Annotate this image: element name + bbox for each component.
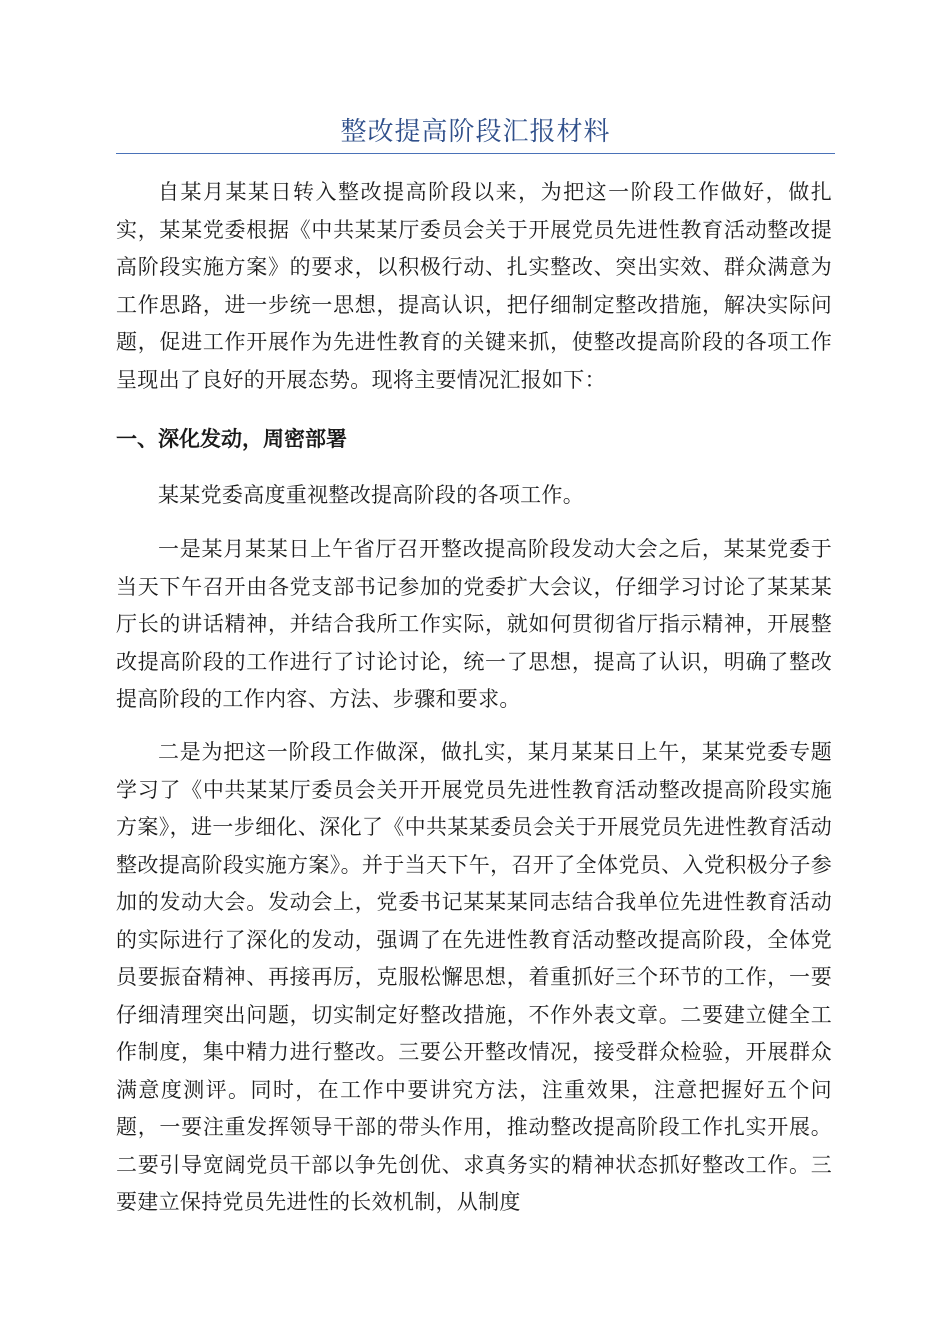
section-heading: 一、深化发动，周密部署	[116, 427, 347, 451]
section-paragraph-3: 二是为把这一阶段工作做深，做扎实，某月某某日上午，某某党委专题学习了《中共某某厅委员会关开开展党员先进性教育活动整改提高阶段实施方案》，进一步细化、深化了《中共某某委员会关于开展党员先进性教育活动整改提高阶段实施方案》。并于当天下午，召开了全体党员、入党积极分子参加的发动大会。发动会上，党委书记某某某同志结合我单位先进性教育活动的实际进行了深化的发动，强调了在先进性教育活动整改提高阶段，全体党员要振奋精神、再接再厉，克服松懈思想，着重抓好三个环节的工作，一要仔细清理突出问题，切实制定好整改措施，不作外表文章。二要建立健全工作制度，集中精力进行整改。三要公开整改情况，接受群众检验，开展群众满意度测评。同时，在工作中要讲究方法，注重效果，注意把握好五个问题，一要注重发挥领导干部的带头作用，推动整改提高阶段工作扎实开展。二要引导宽阔党员干部以争先创优、求真务实的精神状态抓好整改工作。三要建立保持党员先进性的长效机制，从制度	[116, 740, 832, 1214]
section-paragraph-2: 一是某月某某日上午省厅召开整改提高阶段发动大会之后，某某党委于当天下午召开由各党支部书记参加的党委扩大会议，仔细学习讨论了某某某厅长的讲话精神，并结合我所工作实际，就如何贯彻省厅指示精神，开展整改提高阶段的工作进行了讨论讨论，统一了思想，提高了认识，明确了整改提高阶段的工作内容、方法、步骤和要求。	[116, 537, 832, 711]
title-underline	[116, 153, 835, 154]
document-title: 整改提高阶段汇报材料	[340, 117, 611, 147]
intro-paragraph: 自某月某某日转入整改提高阶段以来，为把这一阶段工作做好，做扎实，某某党委根据《中共某某厅委员会关于开展党员先进性教育活动整改提高阶段实施方案》的要求，以积极行动、扎实整改、突出实效、群众满意为工作思路，进一步统一思想，提高认识，把仔细制定整改措施，解决实际问题，促进工作开展作为先进性教育的关键来抓，使整改提高阶段的各项工作呈现出了良好的开展态势。现将主要情况汇报如下：	[116, 180, 832, 392]
section-paragraph-1: 某某党委高度重视整改提高阶段的各项工作。	[158, 483, 584, 507]
